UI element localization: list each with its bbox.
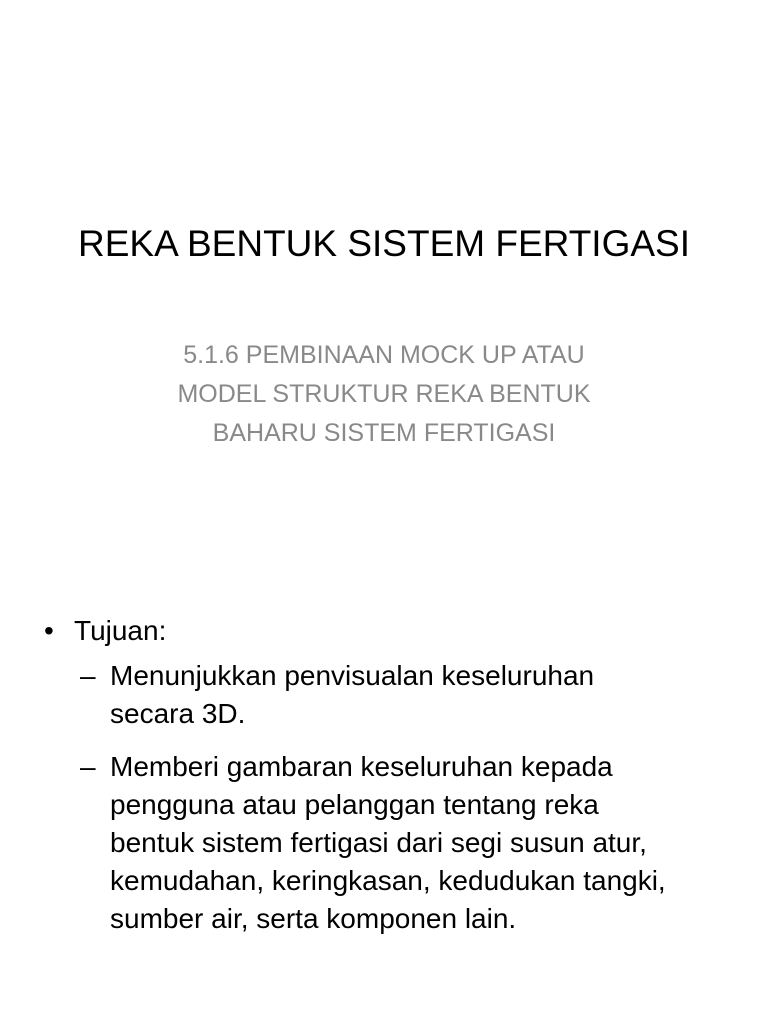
sub-bullet-line: secara 3D. xyxy=(110,698,246,729)
sub-bullet-line: bentuk sistem fertigasi dari segi susun atur, xyxy=(110,827,647,858)
sub-bullet-line: Memberi gambaran keseluruhan kepada xyxy=(110,751,613,782)
bullet-dot-icon: • xyxy=(44,615,54,646)
bullet-label: Tujuan: xyxy=(74,615,167,646)
subtitle-line: MODEL STRUKTUR REKA BENTUK xyxy=(177,380,591,408)
slide-subtitle xyxy=(110,336,658,453)
slide-title: REKA BENTUK SISTEM FERTIGASI xyxy=(78,223,690,264)
subtitle-line: 5.1.6 PEMBINAAN MOCK UP ATAU xyxy=(183,341,585,369)
sub-bullet-item xyxy=(80,748,666,938)
sub-bullet-line: Menunjukkan penvisualan keseluruhan xyxy=(110,660,595,691)
bullet-tujuan xyxy=(44,611,166,651)
dash-icon: – xyxy=(80,751,96,782)
sub-bullet-text xyxy=(110,748,666,938)
sub-bullet-line: sumber air, serta komponen lain. xyxy=(110,903,517,934)
sub-bullet-line: kemudahan, keringkasan, kedudukan tangki, xyxy=(110,865,666,896)
subtitle-line: BAHARU SISTEM FERTIGASI xyxy=(212,419,556,447)
sub-bullet-item xyxy=(80,657,594,733)
sub-bullet-line: pengguna atau pelanggan tentang reka xyxy=(110,789,599,820)
dash-icon: – xyxy=(80,660,96,691)
sub-bullet-text xyxy=(110,657,594,733)
